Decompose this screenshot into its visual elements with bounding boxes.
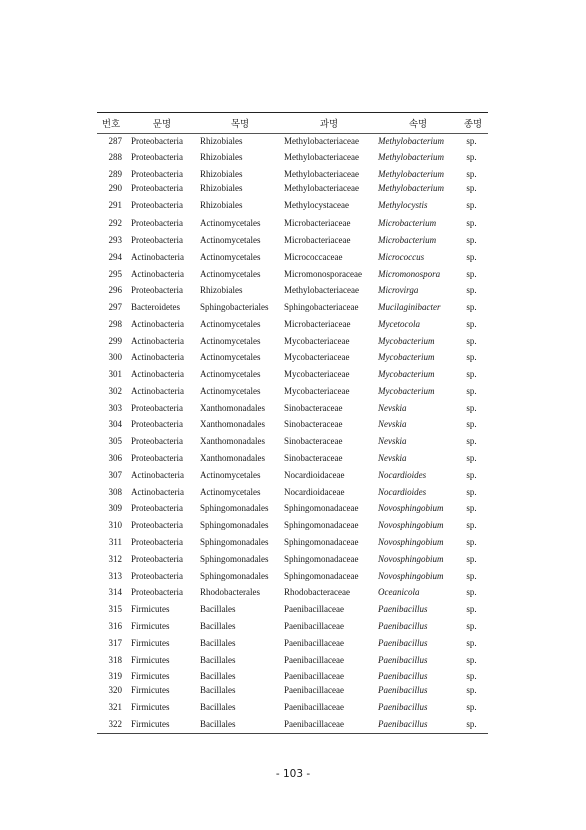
header-order: 목명	[230, 119, 250, 130]
table-row	[97, 683, 488, 697]
row-order: Actinomycetales	[200, 386, 261, 396]
row-genus: Microvirga	[378, 285, 419, 295]
row-family: Methylobacteriaceae	[284, 285, 359, 295]
row-number: 300	[108, 352, 122, 362]
row-family: Micrococcaceae	[284, 252, 343, 262]
row-family: Paenibacillaceae	[284, 671, 344, 681]
row-order: Xanthomonadales	[200, 403, 265, 413]
row-species: sp.	[466, 638, 477, 648]
row-order: Actinomycetales	[200, 336, 261, 346]
row-genus: Methylocystis	[378, 200, 428, 210]
table-row	[97, 181, 488, 195]
row-phylum: Actinobacteria	[131, 319, 184, 329]
table-header	[97, 112, 488, 134]
row-order: Bacillales	[200, 671, 236, 681]
row-species: sp.	[466, 352, 477, 362]
table-row	[97, 700, 488, 714]
row-genus: Nocardioides	[378, 470, 427, 480]
row-genus: Nevskia	[378, 453, 407, 463]
row-number: 320	[108, 685, 122, 695]
row-genus: Paenibacillus	[378, 671, 428, 681]
row-species: sp.	[466, 554, 477, 564]
table-row	[97, 334, 488, 348]
row-genus: Nevskia	[378, 436, 407, 446]
header-species: 종명	[463, 119, 483, 130]
row-order: Rhizobiales	[200, 200, 243, 210]
row-species: sp.	[466, 336, 477, 346]
row-number: 317	[108, 638, 122, 648]
row-genus: Paenibacillus	[378, 685, 428, 695]
row-species: sp.	[466, 453, 477, 463]
table-row	[97, 636, 488, 650]
row-order: Xanthomonadales	[200, 419, 265, 429]
row-family: Sinobacteraceae	[284, 403, 343, 413]
row-phylum: Proteobacteria	[131, 183, 183, 193]
row-number: 306	[108, 453, 122, 463]
row-species: sp.	[466, 152, 477, 162]
row-species: sp.	[466, 252, 477, 262]
row-order: Actinomycetales	[200, 487, 261, 497]
row-order: Sphingobacteriales	[200, 302, 269, 312]
row-phylum: Proteobacteria	[131, 152, 183, 162]
row-phylum: Actinobacteria	[131, 336, 184, 346]
row-family: Methylobacteriaceae	[284, 183, 359, 193]
row-order: Rhizobiales	[200, 285, 243, 295]
row-genus: Methylobacterium	[378, 136, 444, 146]
row-species: sp.	[466, 487, 477, 497]
row-family: Paenibacillaceae	[284, 685, 344, 695]
row-genus: Oceanicola	[378, 587, 420, 597]
row-family: Microbacteriaceae	[284, 218, 351, 228]
row-species: sp.	[466, 419, 477, 429]
row-species: sp.	[466, 269, 477, 279]
row-species: sp.	[466, 571, 477, 581]
row-family: Sphingobacteriaceae	[284, 302, 359, 312]
row-family: Mycobacteriaceae	[284, 386, 350, 396]
row-number: 295	[108, 269, 122, 279]
row-number: 315	[108, 604, 122, 614]
row-species: sp.	[466, 285, 477, 295]
table-row	[97, 367, 488, 381]
row-family: Nocardioidaceae	[284, 470, 345, 480]
row-genus: Novosphingobium	[378, 503, 444, 513]
row-order: Xanthomonadales	[200, 453, 265, 463]
row-family: Methylobacteriaceae	[284, 136, 359, 146]
row-species: sp.	[466, 470, 477, 480]
row-family: Sphingomonadaceae	[284, 554, 359, 564]
row-phylum: Firmicutes	[131, 671, 170, 681]
table-row	[97, 250, 488, 264]
row-number: 304	[108, 419, 122, 429]
row-phylum: Actinobacteria	[131, 386, 184, 396]
row-species: sp.	[466, 386, 477, 396]
row-family: Sphingomonadaceae	[284, 571, 359, 581]
row-number: 296	[108, 285, 122, 295]
row-family: Paenibacillaceae	[284, 604, 344, 614]
table-row	[97, 501, 488, 515]
table-row	[97, 167, 488, 181]
row-phylum: Proteobacteria	[131, 200, 183, 210]
row-family: Mycobacteriaceae	[284, 369, 350, 379]
table-row	[97, 317, 488, 331]
row-order: Rhizobiales	[200, 169, 243, 179]
row-order: Sphingomonadales	[200, 554, 269, 564]
row-order: Bacillales	[200, 719, 236, 729]
row-species: sp.	[466, 537, 477, 547]
row-phylum: Proteobacteria	[131, 537, 183, 547]
row-number: 297	[108, 302, 122, 312]
row-genus: Mycobacterium	[378, 336, 435, 346]
row-species: sp.	[466, 218, 477, 228]
row-species: sp.	[466, 587, 477, 597]
row-order: Sphingomonadales	[200, 520, 269, 530]
row-phylum: Firmicutes	[131, 719, 170, 729]
row-phylum: Proteobacteria	[131, 169, 183, 179]
row-genus: Novosphingobium	[378, 537, 444, 547]
table-row	[97, 485, 488, 499]
row-phylum: Actinobacteria	[131, 252, 184, 262]
row-number: 302	[108, 386, 122, 396]
row-number: 312	[108, 554, 122, 564]
table-bottom-rule	[97, 733, 488, 734]
row-genus: Mycobacterium	[378, 352, 435, 362]
row-genus: Microbacterium	[378, 235, 437, 245]
row-number: 292	[108, 218, 122, 228]
row-order: Bacillales	[200, 621, 236, 631]
row-order: Actinomycetales	[200, 218, 261, 228]
row-phylum: Actinobacteria	[131, 487, 184, 497]
row-phylum: Firmicutes	[131, 702, 170, 712]
row-phylum: Actinobacteria	[131, 269, 184, 279]
row-order: Actinomycetales	[200, 369, 261, 379]
row-genus: Mycetocola	[378, 319, 420, 329]
row-species: sp.	[466, 235, 477, 245]
row-species: sp.	[466, 655, 477, 665]
table-row	[97, 653, 488, 667]
row-phylum: Proteobacteria	[131, 503, 183, 513]
row-number: 309	[108, 503, 122, 513]
row-genus: Novosphingobium	[378, 520, 444, 530]
row-order: Actinomycetales	[200, 269, 261, 279]
table-row	[97, 233, 488, 247]
row-phylum: Proteobacteria	[131, 453, 183, 463]
row-number: 308	[108, 487, 122, 497]
row-genus: Micrococcus	[378, 252, 425, 262]
row-species: sp.	[466, 520, 477, 530]
row-genus: Mycobacterium	[378, 369, 435, 379]
table-row	[97, 134, 488, 148]
row-phylum: Proteobacteria	[131, 520, 183, 530]
row-order: Actinomycetales	[200, 352, 261, 362]
row-family: Sphingomonadaceae	[284, 503, 359, 513]
row-species: sp.	[466, 503, 477, 513]
row-order: Rhizobiales	[200, 183, 243, 193]
table-row	[97, 267, 488, 281]
row-species: sp.	[466, 302, 477, 312]
row-order: Rhizobiales	[200, 136, 243, 146]
table-row	[97, 535, 488, 549]
row-family: Sinobacteraceae	[284, 436, 343, 446]
row-family: Sphingomonadaceae	[284, 537, 359, 547]
row-family: Microbacteriaceae	[284, 319, 351, 329]
page-number: - 103 -	[275, 768, 311, 780]
table-row	[97, 619, 488, 633]
row-genus: Paenibacillus	[378, 621, 428, 631]
row-family: Paenibacillaceae	[284, 638, 344, 648]
row-genus: Nocardioides	[378, 487, 427, 497]
row-genus: Novosphingobium	[378, 571, 444, 581]
row-number: 319	[108, 671, 122, 681]
row-number: 321	[108, 702, 122, 712]
row-genus: Paenibacillus	[378, 702, 428, 712]
table-row	[97, 451, 488, 465]
row-number: 307	[108, 470, 122, 480]
row-number: 311	[108, 537, 122, 547]
header-number: 번호	[101, 119, 121, 130]
row-order: Sphingomonadales	[200, 571, 269, 581]
row-phylum: Proteobacteria	[131, 218, 183, 228]
row-genus: Paenibacillus	[378, 604, 428, 614]
header-family: 과명	[319, 119, 339, 130]
row-genus: Micromonospora	[378, 269, 441, 279]
row-order: Actinomycetales	[200, 252, 261, 262]
row-family: Sinobacteraceae	[284, 453, 343, 463]
row-phylum: Proteobacteria	[131, 285, 183, 295]
row-phylum: Actinobacteria	[131, 470, 184, 480]
row-phylum: Proteobacteria	[131, 136, 183, 146]
row-genus: Nevskia	[378, 403, 407, 413]
row-number: 322	[108, 719, 122, 729]
row-number: 287	[108, 136, 122, 146]
table-row	[97, 350, 488, 364]
row-phylum: Proteobacteria	[131, 587, 183, 597]
row-order: Bacillales	[200, 685, 236, 695]
row-species: sp.	[466, 702, 477, 712]
row-number: 313	[108, 571, 122, 581]
row-order: Bacillales	[200, 702, 236, 712]
table-row	[97, 434, 488, 448]
row-species: sp.	[466, 136, 477, 146]
row-phylum: Proteobacteria	[131, 436, 183, 446]
table-row	[97, 216, 488, 230]
table-row	[97, 468, 488, 482]
row-number: 298	[108, 319, 122, 329]
table-row	[97, 552, 488, 566]
row-family: Nocardioidaceae	[284, 487, 345, 497]
table-row	[97, 585, 488, 599]
row-species: sp.	[466, 719, 477, 729]
row-phylum: Proteobacteria	[131, 554, 183, 564]
taxonomy-table	[97, 112, 488, 729]
row-number: 305	[108, 436, 122, 446]
row-order: Bacillales	[200, 655, 236, 665]
row-number: 303	[108, 403, 122, 413]
row-genus: Novosphingobium	[378, 554, 444, 564]
row-phylum: Actinobacteria	[131, 352, 184, 362]
row-genus: Paenibacillus	[378, 719, 428, 729]
row-phylum: Bacteroidetes	[131, 302, 180, 312]
row-phylum: Actinobacteria	[131, 369, 184, 379]
row-family: Paenibacillaceae	[284, 702, 344, 712]
row-family: Paenibacillaceae	[284, 719, 344, 729]
row-species: sp.	[466, 436, 477, 446]
row-number: 290	[108, 183, 122, 193]
row-number: 294	[108, 252, 122, 262]
row-phylum: Firmicutes	[131, 655, 170, 665]
row-family: Micromonosporaceae	[284, 269, 362, 279]
row-phylum: Proteobacteria	[131, 571, 183, 581]
row-phylum: Proteobacteria	[131, 419, 183, 429]
header-genus: 속명	[408, 119, 428, 130]
table-row	[97, 717, 488, 731]
row-family: Rhodobacteraceae	[284, 587, 350, 597]
row-species: sp.	[466, 685, 477, 695]
row-genus: Paenibacillus	[378, 638, 428, 648]
table-row	[97, 283, 488, 297]
table-row	[97, 518, 488, 532]
row-genus: Mucilaginibacter	[378, 302, 441, 312]
row-family: Sinobacteraceae	[284, 419, 343, 429]
row-number: 310	[108, 520, 122, 530]
table-row	[97, 569, 488, 583]
row-number: 299	[108, 336, 122, 346]
row-order: Sphingomonadales	[200, 503, 269, 513]
row-genus: Mycobacterium	[378, 386, 435, 396]
row-phylum: Firmicutes	[131, 604, 170, 614]
table-row	[97, 198, 488, 212]
table-row	[97, 150, 488, 164]
header-phylum: 문명	[152, 119, 172, 130]
row-species: sp.	[466, 604, 477, 614]
row-family: Paenibacillaceae	[284, 655, 344, 665]
row-order: Rhodobacterales	[200, 587, 260, 597]
row-family: Mycobacteriaceae	[284, 336, 350, 346]
row-family: Sphingomonadaceae	[284, 520, 359, 530]
row-phylum: Proteobacteria	[131, 403, 183, 413]
row-species: sp.	[466, 621, 477, 631]
row-species: sp.	[466, 369, 477, 379]
table-row	[97, 417, 488, 431]
row-order: Actinomycetales	[200, 319, 261, 329]
row-phylum: Proteobacteria	[131, 235, 183, 245]
row-order: Xanthomonadales	[200, 436, 265, 446]
row-family: Microbacteriaceae	[284, 235, 351, 245]
row-genus: Paenibacillus	[378, 655, 428, 665]
row-genus: Microbacterium	[378, 218, 437, 228]
table-row	[97, 300, 488, 314]
row-species: sp.	[466, 403, 477, 413]
row-species: sp.	[466, 183, 477, 193]
row-genus: Methylobacterium	[378, 169, 444, 179]
row-order: Bacillales	[200, 638, 236, 648]
table-row	[97, 602, 488, 616]
row-order: Actinomycetales	[200, 470, 261, 480]
row-phylum: Firmicutes	[131, 638, 170, 648]
row-species: sp.	[466, 200, 477, 210]
row-genus: Methylobacterium	[378, 183, 444, 193]
row-genus: Nevskia	[378, 419, 407, 429]
row-number: 293	[108, 235, 122, 245]
table-row	[97, 384, 488, 398]
row-order: Sphingomonadales	[200, 537, 269, 547]
row-number: 291	[108, 200, 122, 210]
row-genus: Methylobacterium	[378, 152, 444, 162]
row-number: 288	[108, 152, 122, 162]
row-number: 289	[108, 169, 122, 179]
row-phylum: Firmicutes	[131, 685, 170, 695]
row-species: sp.	[466, 671, 477, 681]
table-row	[97, 401, 488, 415]
row-order: Bacillales	[200, 604, 236, 614]
row-number: 314	[108, 587, 122, 597]
table-row	[97, 669, 488, 683]
row-family: Mycobacteriaceae	[284, 352, 350, 362]
row-family: Methylobacteriaceae	[284, 152, 359, 162]
row-number: 316	[108, 621, 122, 631]
row-species: sp.	[466, 319, 477, 329]
row-species: sp.	[466, 169, 477, 179]
row-phylum: Firmicutes	[131, 621, 170, 631]
row-order: Rhizobiales	[200, 152, 243, 162]
row-family: Methylocystaceae	[284, 200, 349, 210]
row-family: Paenibacillaceae	[284, 621, 344, 631]
row-order: Actinomycetales	[200, 235, 261, 245]
row-family: Methylobacteriaceae	[284, 169, 359, 179]
row-number: 318	[108, 655, 122, 665]
row-number: 301	[108, 369, 122, 379]
